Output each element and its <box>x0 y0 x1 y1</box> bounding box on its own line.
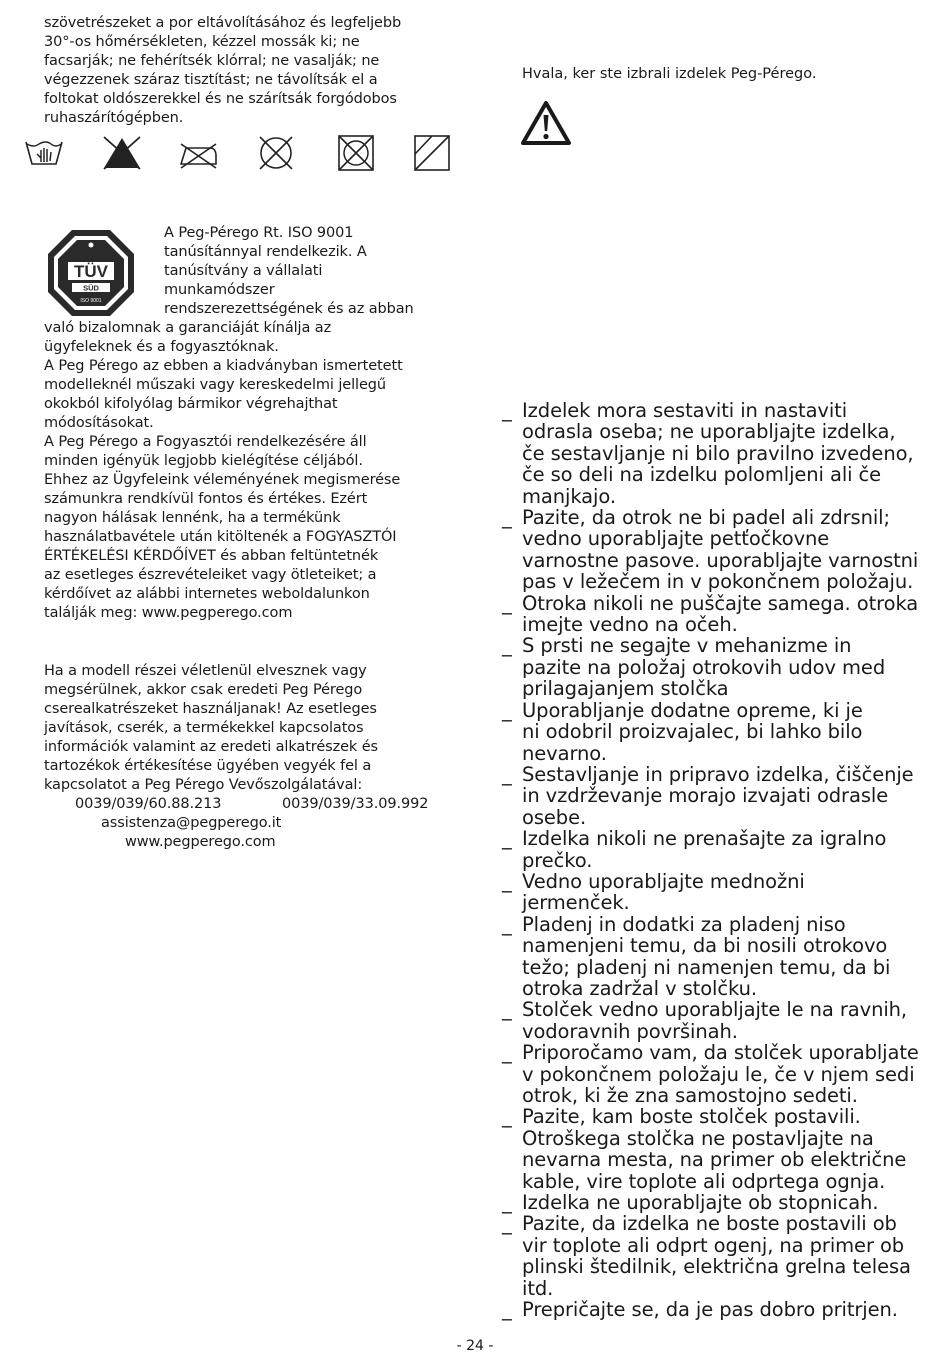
warning-line: varnostne pasove. uporabljajte varnostni <box>522 548 919 572</box>
warning-line: in vzdrževanje morajo izvajati odrasle <box>522 784 889 808</box>
phone-number: 0039/039/60.88.213 <box>75 796 222 812</box>
warning-line: manjkajo. <box>522 484 616 508</box>
warning-line: težo; pladenj ni namenjen temu, da bi <box>522 955 891 979</box>
warning-line: pazite na položaj otrokovih udov med <box>522 655 886 679</box>
warning-line: kable, vire toplote ali odprtega ognja. <box>522 1169 886 1193</box>
iso-intro-line: tanúsítánnyal rendelkezik. A <box>164 244 367 260</box>
iso-body-line: minden igényük legjobb kielégítése céljából. <box>44 453 363 469</box>
warning-line: _ Prepričajte se, da je pas dobro pritrjen. <box>522 1298 898 1322</box>
warning-line: namenjeni temu, da bi nosili otrokovo <box>522 934 888 958</box>
warning-line: plinski štedilnik, električna grelna telesa <box>522 1255 911 1279</box>
warning-line: pas v ležečem in v pokončnem položaju. <box>522 570 914 594</box>
iso-body-line: ÉRTÉKELÉSI KÉRDŐÍVET és abban feltüntetnék <box>44 548 379 564</box>
warning-line: odrasla oseba; ne uporabljajte izdelka, <box>522 420 896 444</box>
warning-line: jermenček. <box>522 891 630 915</box>
iso-body-line: A Peg Pérego az ebben a kiadványban ismertetett <box>44 358 403 374</box>
warning-item <box>502 914 942 1000</box>
hand-wash-icon <box>24 134 64 172</box>
service-line: megsérülnek, akkor csak eredeti Peg Pérego <box>44 682 363 698</box>
warning-line: v pokončnem položaju le, če v njem sedi <box>522 1062 915 1086</box>
fax-number: 0039/039/33.09.992 <box>282 796 429 812</box>
warning-item <box>502 400 942 507</box>
warning-line: če sestavljanje ni bilo pravilno izvedeno, <box>522 441 914 465</box>
warning-line: Otroškega stolčka ne postavljajte na <box>522 1126 874 1150</box>
care-line: foltokat oldószerekkel és ne szárítsák forgódobos <box>44 91 397 107</box>
iso-intro-line: munkamódszer <box>164 282 275 298</box>
warning-item <box>502 828 942 871</box>
tuv-sud-iso-logo <box>46 228 136 318</box>
iso-body-line: az esetleges észrevételeiket vagy ötleteiket; a <box>44 567 377 583</box>
warning-line: _ S prsti ne segajte v mehanizme in <box>522 634 852 658</box>
iso-body-line: módosításokat. <box>44 415 154 431</box>
warning-line: otrok, ki že zna samostojno sedeti. <box>522 1084 858 1107</box>
warning-line: imejte vedno na očeh. <box>522 613 738 637</box>
service-paragraph <box>44 662 454 852</box>
care-symbols <box>24 134 454 172</box>
iso-body-line: ügyfeleknek és a fogyasztóknak. <box>44 339 279 355</box>
care-line: facsarják; ne fehérítsék klórral; ne vasalják; ne <box>44 53 380 69</box>
service-line: javítások, cserék, a termékekkel kapcsolatos <box>44 720 364 736</box>
iso-body-line: számunkra rendkívül fontos és értékes. Ezért <box>44 491 368 507</box>
warning-item <box>502 1213 942 1299</box>
iso-intro-line: A Peg-Pérego Rt. ISO 9001 <box>164 225 354 241</box>
contact-website: www.pegperego.com <box>125 834 276 850</box>
warning-line: _ Izdelka nikoli ne prenašajte za igralno <box>522 827 887 851</box>
warning-item <box>502 593 942 636</box>
iso-body-line: A Peg Pérego a Fogyasztói rendelkezésére áll <box>44 434 367 450</box>
warning-line: _ Izdelek mora sestaviti in nastaviti <box>522 399 848 422</box>
warning-line: _ Pazite, da izdelka ne boste postavili ob <box>522 1212 897 1236</box>
iso-body-line: nagyon hálásak lennénk, ha a termékünk <box>44 510 341 526</box>
care-line: ruhaszárítógépben. <box>44 110 184 126</box>
warning-item <box>502 1192 942 1213</box>
service-line: cserealkatrészeket használjanak! Az esetleges <box>44 701 377 717</box>
care-line: 30°-os hőmérsékleten, kézzel mossák ki; ne <box>44 34 360 50</box>
warning-line: itd. <box>522 1276 554 1300</box>
warning-item <box>502 700 942 764</box>
iso-body-line: találják meg: www.pegperego.com <box>44 605 293 621</box>
warning-item <box>502 1299 942 1320</box>
warning-line: nevarno. <box>522 741 607 765</box>
warning-triangle-icon <box>520 100 572 146</box>
warning-line: _ Stolček vedno uporabljajte le na ravnih, <box>522 998 908 1022</box>
no-dry-clean-icon <box>256 134 296 172</box>
warning-item <box>502 1106 942 1192</box>
contact-email: assistenza@pegperego.it <box>101 815 282 831</box>
iso-body-line: okokból kifolyólag bármikor végrehajthat <box>44 396 338 412</box>
iso-body-line: modelleknél műszaki vagy kereskedelmi jellegű <box>44 377 386 393</box>
tuv-brand: TÜV <box>74 262 108 281</box>
warning-line: ni odobril proizvajalec, bi lahko bilo <box>522 720 863 744</box>
thanks-line: Hvala, ker ste izbrali izdelek Peg-Pérego. <box>522 66 817 82</box>
warning-line: _ Pladenj in dodatki za pladenj niso <box>522 912 846 936</box>
iso-intro-line: rendszerezettségének és az abban <box>164 301 414 317</box>
warning-line: osebe. <box>522 805 587 829</box>
warning-line: nevarna mesta, na primer ob električne <box>522 1148 907 1172</box>
warning-item <box>502 871 942 914</box>
dry-flat-shade-icon <box>412 134 452 172</box>
warning-line: _ Priporočamo vam, da stolček uporabljate <box>522 1041 919 1065</box>
service-line: Ha a modell részei véletlenül elvesznek vagy <box>44 663 367 679</box>
warning-item <box>502 635 942 699</box>
care-instructions <box>44 14 464 128</box>
warning-line: prečko. <box>522 848 593 872</box>
iso-paragraph-body <box>44 319 454 623</box>
service-text <box>44 662 454 795</box>
care-line: végezzenek száraz tisztítást; ne távolítsák el a <box>44 72 378 88</box>
warning-item <box>502 507 942 593</box>
iso-body-line: Ehhez az Ügyfeleink véleményének megismerése <box>44 472 401 488</box>
warning-line: _ Izdelka ne uporabljajte ob stopnicah. <box>522 1191 879 1215</box>
warning-item <box>502 764 942 828</box>
warning-line: _ Pazite, da otrok ne bi padel ali zdrsnil; <box>522 506 890 530</box>
warning-line: _ Vedno uporabljajte mednožni <box>522 869 805 893</box>
warning-line: vodoravnih površinah. <box>522 1019 738 1043</box>
warning-line: _ Uporabljanje dodatne opreme, ki je <box>522 698 863 722</box>
iso-intro-line: tanúsítvány a vállalati <box>164 263 323 279</box>
tuv-iso: ISO 9001 <box>80 298 102 304</box>
iso-paragraph-intro <box>164 224 449 319</box>
warning-line: če so deli na izdelku polomljeni ali če <box>522 463 882 487</box>
iso-body-line: használatbavétele után kitöltenék a FOGYASZTÓI <box>44 529 397 545</box>
iso-body-line: kérdőívet az alábbi internetes weboldalunkon <box>44 586 370 602</box>
warning-line: _ Sestavljanje in pripravo izdelka, čiščenje <box>522 762 914 786</box>
warning-item <box>502 999 942 1042</box>
warning-line: vedno uporabljajte petťočkovne <box>522 527 830 551</box>
warning-line: vir toplote ali odprt ogenj, na primer ob <box>522 1233 905 1257</box>
warning-line: _ Otroka nikoli ne puščajte samega. otroka <box>522 591 919 615</box>
no-iron-icon <box>178 134 218 172</box>
warning-line: prilagajanjem stolčka <box>522 677 729 701</box>
page-number: - 24 - <box>456 1338 494 1354</box>
warning-item <box>502 1042 942 1106</box>
service-line: kapcsolatot a Peg Pérego Vevőszolgálatával: <box>44 777 363 793</box>
no-tumble-dry-icon <box>336 134 376 172</box>
service-line: információk valamint az eredeti alkatrészek és <box>44 739 379 755</box>
warning-line: _ Pazite, kam boste stolček postavili. <box>522 1105 861 1129</box>
no-bleach-icon <box>102 134 142 172</box>
warnings-list <box>502 400 942 1320</box>
service-line: tartozékok értékesítése ügyében vegyék fel a <box>44 758 372 774</box>
contact-phones <box>44 795 454 814</box>
warning-line: otroka zadržal v stolčku. <box>522 976 757 1000</box>
iso-body-line: való bizalomnak a garanciáját kínálja az <box>44 320 332 336</box>
tuv-sub: SÜD <box>83 283 99 293</box>
care-line: szövetrészeket a por eltávolításához és legfeljebb <box>44 15 402 31</box>
